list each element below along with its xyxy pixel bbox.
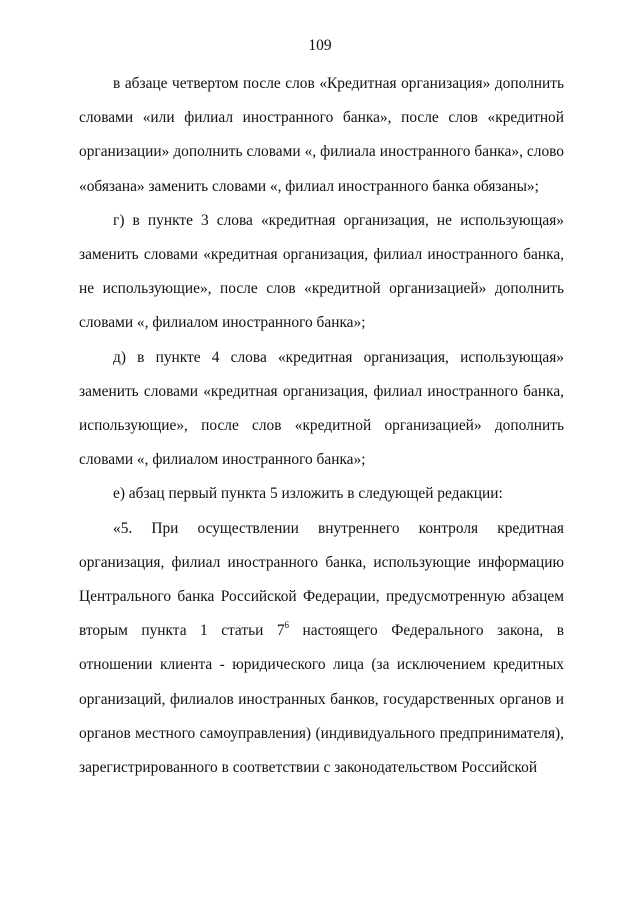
paragraph-punkt-5 (79, 512, 564, 786)
page-number: 109 (308, 37, 332, 54)
paragraph-g: г) в пункте 3 слова «кредитная организация, не использующая» заменить словами «кредитная организация, филиал иностранного банка, не использующие», после слов «кредитной организацией» дополнить словами «, филиалом иностранного банка»; (79, 211, 564, 332)
paragraph-d: д) в пункте 4 слова «кредитная организация, использующая» заменить словами «кредитная организация, филиал иностранного банка, использующие», после слов «кредитной организацией» дополнить словами «, филиалом иностранного банка»; (79, 348, 564, 469)
paragraph-abzac-chetvertyj: в абзаце четвертом после слов «Кредитная организация» дополнить словами «или филиал иностранного банка», после слов «кредитной организации» дополнить словами «, филиала иностранного банка», слово «обязана» заменить словами «, филиал иностранного банка обязаны»; (79, 75, 564, 195)
paragraph-e: е) абзац первый пункта 5 изложить в следующей редакции: (113, 485, 503, 503)
punkt-5-text-start: «5. При осуществлении внутреннего контроля кредитная организация, филиал иностранного банка, использующие информацию Центрального банка Российской Федерации, предусмотренную абзацем вторым пункта 1 статьи 7 (79, 519, 564, 640)
document-body (79, 67, 564, 785)
article-superscript: 6 (284, 620, 290, 631)
punkt-5-text-end: настоящего Федерального закона, в отношении клиента - юридического лица (за исключением кредитных организаций, филиалов иностранных банков, государственных органов и органов местного самоуправления) (индивидуального предпринимателя), зарегистрированного в соответствии с законодательством Российской (79, 622, 564, 777)
